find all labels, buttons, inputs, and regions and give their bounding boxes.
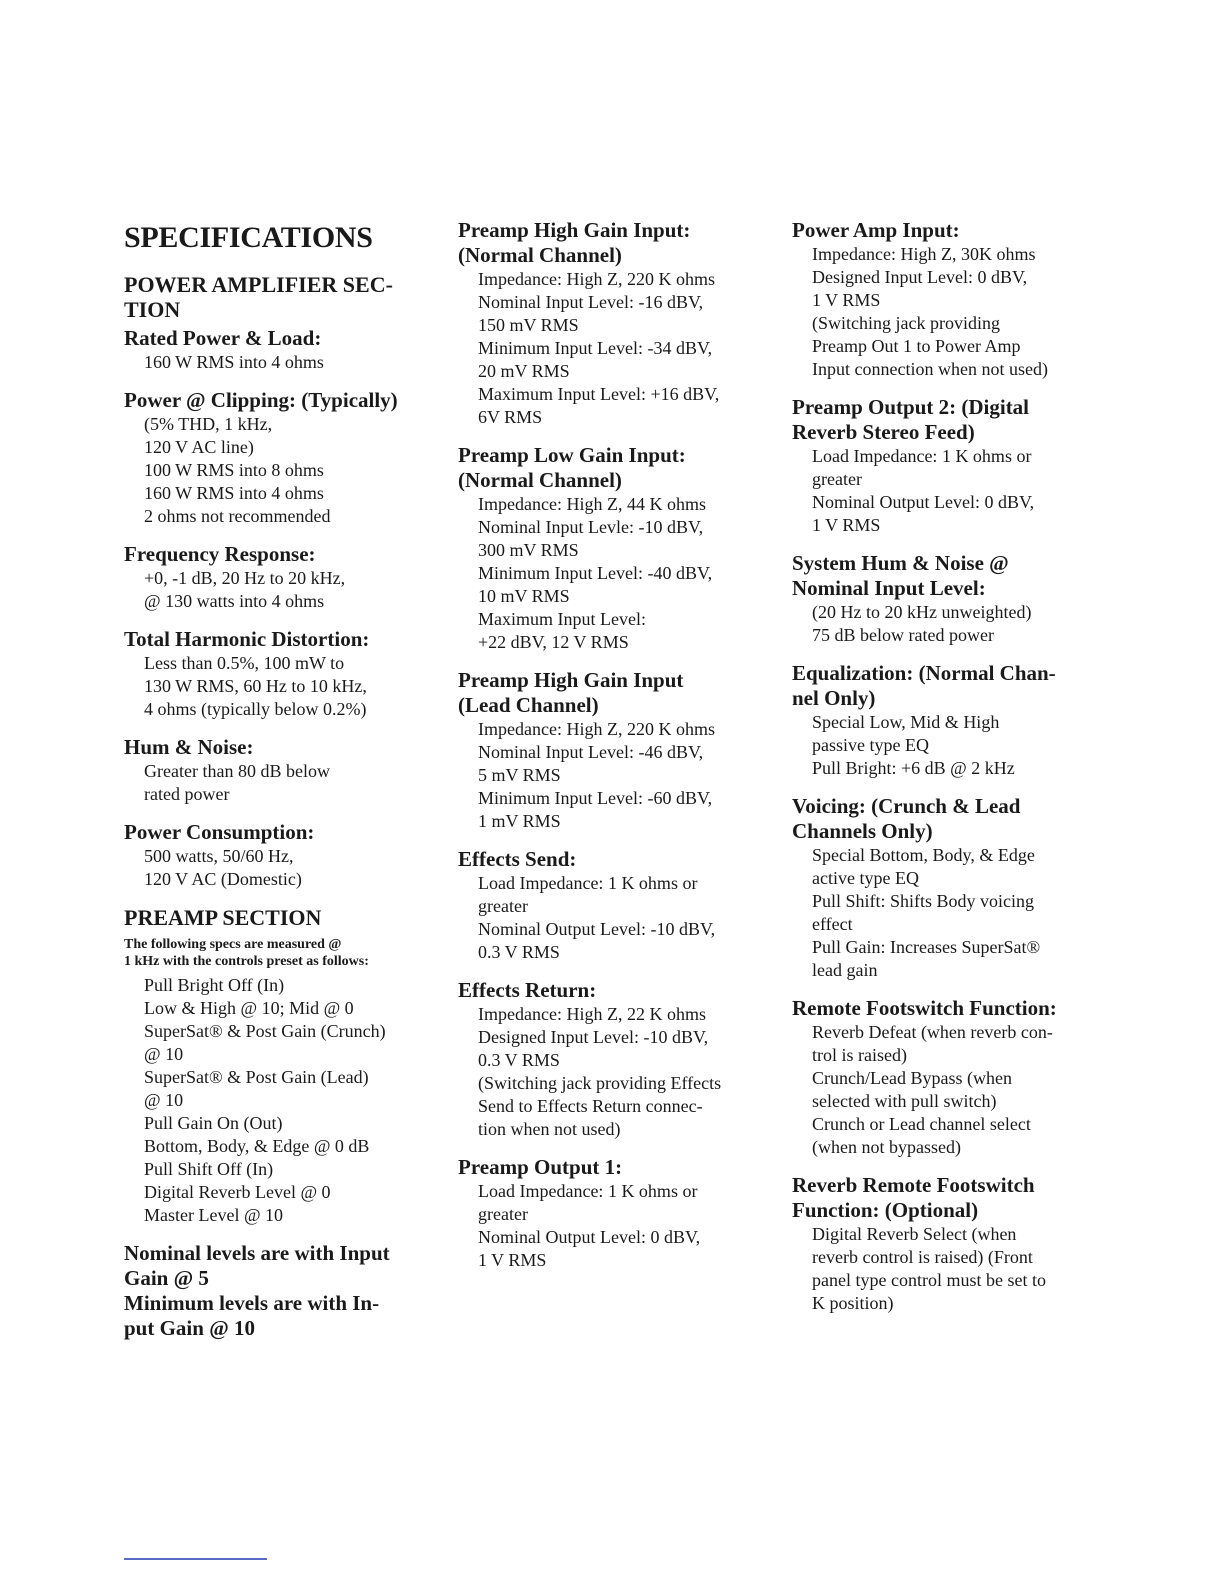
spec-section xyxy=(124,326,434,374)
spec-heading: (Lead Channel) xyxy=(458,693,599,717)
spec-line: Impedance: High Z, 30K ohms xyxy=(812,244,1036,264)
spec-section xyxy=(792,661,1102,780)
spec-line: Nominal Output Level: -10 dBV, xyxy=(478,919,716,939)
spec-section xyxy=(458,1155,768,1272)
spec-line: 160 W RMS into 4 ohms xyxy=(144,352,324,372)
footnote-line: Gain @ 5 xyxy=(124,1266,209,1290)
spec-line: Minimum Input Level: -40 dBV, xyxy=(478,563,713,583)
spec-line: 160 W RMS into 4 ohms xyxy=(144,483,324,503)
spec-line: 130 W RMS, 60 Hz to 10 kHz, xyxy=(144,676,367,696)
spec-line: K position) xyxy=(812,1293,894,1313)
spec-heading: Voicing: (Crunch & Lead xyxy=(792,794,1021,818)
spec-line: Digital Reverb Select (when xyxy=(812,1224,1017,1244)
note-line: 1 kHz with the controls preset as follows: xyxy=(124,954,369,969)
preset-line: Pull Shift Off (In) xyxy=(144,1159,274,1179)
spec-line: 4 ohms (typically below 0.2%) xyxy=(144,699,367,719)
spec-line: effect xyxy=(812,914,853,934)
spec-heading: Power @ Clipping: (Typically) xyxy=(124,388,398,412)
spec-line: trol is raised) xyxy=(812,1045,907,1065)
spec-line: Pull Gain: Increases SuperSat® xyxy=(812,937,1041,957)
spec-line: Minimum Input Level: -34 dBV, xyxy=(478,338,713,358)
spec-line: 10 mV RMS xyxy=(478,586,570,606)
spec-line: 20 mV RMS xyxy=(478,361,570,381)
spec-heading: Equalization: (Normal Chan- xyxy=(792,661,1056,685)
spec-lines xyxy=(478,1180,768,1272)
spec-line: 300 mV RMS xyxy=(478,540,579,560)
spec-lines xyxy=(812,243,1102,381)
preamp-preset-list xyxy=(144,974,434,1227)
column-3 xyxy=(792,218,1102,1329)
preset-line: Bottom, Body, & Edge @ 0 dB xyxy=(144,1136,370,1156)
spec-line: +0, -1 dB, 20 Hz to 20 kHz, xyxy=(144,568,346,588)
spec-line: selected with pull switch) xyxy=(812,1091,997,1111)
spec-line: +22 dBV, 12 V RMS xyxy=(478,632,629,652)
spec-section xyxy=(124,388,434,528)
spec-lines xyxy=(144,760,434,806)
spec-line: Greater than 80 dB below xyxy=(144,761,330,781)
spec-line: Designed Input Level: 0 dBV, xyxy=(812,267,1028,287)
spec-heading: Preamp Low Gain Input: xyxy=(458,443,686,467)
spec-line: rated power xyxy=(144,784,230,804)
spec-section xyxy=(792,395,1102,537)
spec-heading: Effects Return: xyxy=(458,978,597,1002)
spec-lines xyxy=(478,872,768,964)
spec-line: 500 watts, 50/60 Hz, xyxy=(144,846,294,866)
preamp-note xyxy=(124,936,434,970)
footer-rule xyxy=(124,1558,267,1560)
spec-line: active type EQ xyxy=(812,868,919,888)
level-footnotes xyxy=(124,1241,434,1341)
spec-line: greater xyxy=(812,469,862,489)
spec-line: Impedance: High Z, 44 K ohms xyxy=(478,494,706,514)
spec-line: Pull Bright: +6 dB @ 2 kHz xyxy=(812,758,1015,778)
note-line: The following specs are measured @ xyxy=(124,937,342,952)
spec-line: greater xyxy=(478,1204,528,1224)
footnote-line: Nominal levels are with Input xyxy=(124,1241,390,1265)
spec-lines xyxy=(478,718,768,833)
spec-line: (Switching jack providing Effects xyxy=(478,1073,722,1093)
spec-line: Nominal Output Level: 0 dBV, xyxy=(478,1227,701,1247)
spec-heading: Preamp High Gain Input: xyxy=(458,218,691,242)
spec-line: Impedance: High Z, 220 K ohms xyxy=(478,719,715,739)
footnote-line: Minimum levels are with In- xyxy=(124,1291,380,1315)
spec-line: Load Impedance: 1 K ohms or xyxy=(478,1181,698,1201)
spec-heading: Frequency Response: xyxy=(124,542,316,566)
spec-line: passive type EQ xyxy=(812,735,929,755)
spec-line: 1 V RMS xyxy=(812,290,881,310)
spec-heading: Total Harmonic Distortion: xyxy=(124,627,370,651)
spec-heading: Reverb Stereo Feed) xyxy=(792,420,975,444)
spec-section xyxy=(124,542,434,613)
spec-heading: nel Only) xyxy=(792,686,876,710)
heading-line: TION xyxy=(124,297,181,322)
spec-heading: Effects Send: xyxy=(458,847,577,871)
spec-line: Impedance: High Z, 220 K ohms xyxy=(478,269,715,289)
preset-line: Low & High @ 10; Mid @ 0 xyxy=(144,998,354,1018)
preset-line: SuperSat® & Post Gain (Lead) xyxy=(144,1067,369,1087)
spec-line: Nominal Input Levle: -10 dBV, xyxy=(478,517,704,537)
spec-lines xyxy=(812,601,1102,647)
preset-line: @ 10 xyxy=(144,1090,184,1110)
spec-line: reverb control is raised) (Front xyxy=(812,1247,1033,1267)
spec-lines xyxy=(812,711,1102,780)
spec-line: Designed Input Level: -10 dBV, xyxy=(478,1027,709,1047)
spec-line: 75 dB below rated power xyxy=(812,625,994,645)
spec-line: 120 V AC (Domestic) xyxy=(144,869,302,889)
preset-line: Pull Gain On (Out) xyxy=(144,1113,283,1133)
spec-section xyxy=(792,551,1102,647)
spec-lines xyxy=(812,1223,1102,1315)
spec-heading: Rated Power & Load: xyxy=(124,326,322,350)
spec-line: Nominal Input Level: -16 dBV, xyxy=(478,292,704,312)
spec-heading: Power Consumption: xyxy=(124,820,315,844)
spec-lines xyxy=(812,1021,1102,1159)
spec-line: Minimum Input Level: -60 dBV, xyxy=(478,788,713,808)
spec-heading: Preamp Output 2: (Digital xyxy=(792,395,1030,419)
spec-line: Send to Effects Return connec- xyxy=(478,1096,703,1116)
spec-section xyxy=(124,735,434,806)
spec-line: lead gain xyxy=(812,960,878,980)
spec-line: Pull Shift: Shifts Body voicing xyxy=(812,891,1035,911)
spec-section xyxy=(458,847,768,964)
spec-lines xyxy=(144,652,434,721)
preset-line: Pull Bright Off (In) xyxy=(144,975,285,995)
preset-line: @ 10 xyxy=(144,1044,184,1064)
spec-line: 0.3 V RMS xyxy=(478,942,560,962)
spec-line: Input connection when not used) xyxy=(812,359,1048,379)
spec-line: 150 mV RMS xyxy=(478,315,579,335)
spec-line: Special Bottom, Body, & Edge xyxy=(812,845,1035,865)
spec-lines xyxy=(478,1003,768,1141)
spec-line: 120 V AC line) xyxy=(144,437,254,457)
spec-lines xyxy=(812,445,1102,537)
footnote-line: put Gain @ 10 xyxy=(124,1316,255,1340)
spec-heading: (Normal Channel) xyxy=(458,243,622,267)
spec-line: Load Impedance: 1 K ohms or xyxy=(812,446,1032,466)
spec-line: (Switching jack providing xyxy=(812,313,1000,333)
spec-section xyxy=(792,1173,1102,1315)
spec-section xyxy=(458,668,768,833)
power-amplifier-specs xyxy=(124,326,434,891)
spec-line: 1 V RMS xyxy=(812,515,881,535)
spec-line: (20 Hz to 20 kHz unweighted) xyxy=(812,602,1032,622)
spec-heading: Preamp High Gain Input xyxy=(458,668,684,692)
spec-heading: Power Amp Input: xyxy=(792,218,960,242)
spec-lines xyxy=(144,567,434,613)
spec-line: Maximum Input Level: +16 dBV, xyxy=(478,384,720,404)
spec-line: Impedance: High Z, 22 K ohms xyxy=(478,1004,706,1024)
spec-lines xyxy=(478,268,768,429)
spec-lines xyxy=(144,351,434,374)
spec-line: Maximum Input Level: xyxy=(478,609,646,629)
power-amplifier-section-heading xyxy=(124,272,434,322)
preamp-section-heading: PREAMP SECTION xyxy=(124,905,322,930)
spec-line: (when not bypassed) xyxy=(812,1137,961,1157)
spec-section xyxy=(124,820,434,891)
spec-line: Crunch or Lead channel select xyxy=(812,1114,1031,1134)
spec-line: 1 V RMS xyxy=(478,1250,547,1270)
spec-heading: (Normal Channel) xyxy=(458,468,622,492)
spec-line: (5% THD, 1 kHz, xyxy=(144,414,273,434)
spec-lines xyxy=(478,493,768,654)
spec-heading: Hum & Noise: xyxy=(124,735,254,759)
spec-line: 100 W RMS into 8 ohms xyxy=(144,460,324,480)
spec-section xyxy=(458,443,768,654)
spec-lines xyxy=(144,845,434,891)
column-2 xyxy=(458,218,768,1286)
spec-heading: Function: (Optional) xyxy=(792,1198,979,1222)
preset-line: Master Level @ 10 xyxy=(144,1205,284,1225)
spec-line: Nominal Input Level: -46 dBV, xyxy=(478,742,704,762)
spec-heading: Remote Footswitch Function: xyxy=(792,996,1057,1020)
spec-heading: Preamp Output 1: xyxy=(458,1155,623,1179)
spec-line: Preamp Out 1 to Power Amp xyxy=(812,336,1021,356)
spec-line: Special Low, Mid & High xyxy=(812,712,1000,732)
spec-line: greater xyxy=(478,896,528,916)
spec-section xyxy=(458,978,768,1141)
preset-line: Digital Reverb Level @ 0 xyxy=(144,1182,331,1202)
spec-section xyxy=(458,218,768,429)
spec-section xyxy=(792,794,1102,982)
spec-heading: System Hum & Noise @ xyxy=(792,551,1009,575)
spec-lines xyxy=(812,844,1102,982)
spec-heading: Nominal Input Level: xyxy=(792,576,986,600)
spec-heading: Channels Only) xyxy=(792,819,933,843)
spec-heading: Reverb Remote Footswitch xyxy=(792,1173,1035,1197)
heading-line: POWER AMPLIFIER SEC- xyxy=(124,272,393,297)
spec-line: Load Impedance: 1 K ohms or xyxy=(478,873,698,893)
preset-line: SuperSat® & Post Gain (Crunch) xyxy=(144,1021,386,1041)
spec-line: Less than 0.5%, 100 mW to xyxy=(144,653,345,673)
spec-lines xyxy=(144,413,434,528)
spec-section xyxy=(124,627,434,721)
spec-line: 2 ohms not recommended xyxy=(144,506,331,526)
spec-line: tion when not used) xyxy=(478,1119,621,1139)
spec-line: @ 130 watts into 4 ohms xyxy=(144,591,325,611)
spec-line: Reverb Defeat (when reverb con- xyxy=(812,1022,1053,1042)
spec-section xyxy=(792,218,1102,381)
spec-line: Nominal Output Level: 0 dBV, xyxy=(812,492,1035,512)
spec-line: panel type control must be set to xyxy=(812,1270,1046,1290)
spec-line: 6V RMS xyxy=(478,407,543,427)
spec-line: 5 mV RMS xyxy=(478,765,561,785)
spec-line: 1 mV RMS xyxy=(478,811,561,831)
spec-section xyxy=(792,996,1102,1159)
column-1 xyxy=(124,218,434,1341)
page-title: SPECIFICATIONS xyxy=(124,221,373,254)
spec-line: Crunch/Lead Bypass (when xyxy=(812,1068,1012,1088)
spec-line: 0.3 V RMS xyxy=(478,1050,560,1070)
